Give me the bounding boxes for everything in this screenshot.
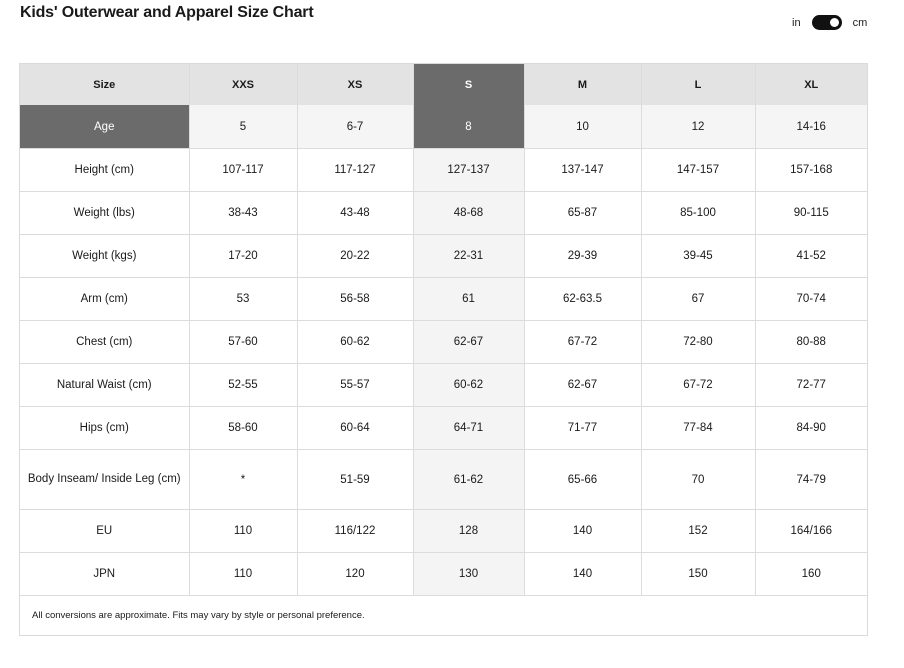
age-row xyxy=(20,105,867,149)
table-cell: 74-79 xyxy=(755,450,867,510)
table-cell: 147-157 xyxy=(641,149,755,192)
table-cell: 110 xyxy=(189,510,297,553)
table-cell: 116/122 xyxy=(297,510,413,553)
table-cell: 51-59 xyxy=(297,450,413,510)
age-cell: 5 xyxy=(189,105,297,149)
table-cell: 70 xyxy=(641,450,755,510)
row-label: Height (cm) xyxy=(20,149,189,192)
table-cell: 140 xyxy=(524,553,641,596)
row-label: Arm (cm) xyxy=(20,278,189,321)
age-cell-selected: 8 xyxy=(413,105,524,149)
table-cell-selected: 130 xyxy=(413,553,524,596)
table-cell: 65-87 xyxy=(524,192,641,235)
table-cell: 71-77 xyxy=(524,407,641,450)
table-row xyxy=(20,364,867,407)
table-row xyxy=(20,510,867,553)
table-cell: 110 xyxy=(189,553,297,596)
table-cell: 72-77 xyxy=(755,364,867,407)
table-cell: 77-84 xyxy=(641,407,755,450)
size-column-header[interactable]: XXS xyxy=(189,64,297,105)
table-cell: 57-60 xyxy=(189,321,297,364)
table-cell: 43-48 xyxy=(297,192,413,235)
table-cell: 120 xyxy=(297,553,413,596)
table-row xyxy=(20,321,867,364)
size-table xyxy=(20,64,867,595)
table-cell: 55-57 xyxy=(297,364,413,407)
table-cell: 67-72 xyxy=(524,321,641,364)
table-row xyxy=(20,235,867,278)
table-cell: 80-88 xyxy=(755,321,867,364)
table-cell: 62-67 xyxy=(524,364,641,407)
row-label: Weight (lbs) xyxy=(20,192,189,235)
table-row xyxy=(20,192,867,235)
table-cell: 52-55 xyxy=(189,364,297,407)
table-cell-selected: 60-62 xyxy=(413,364,524,407)
size-column-header[interactable]: M xyxy=(524,64,641,105)
age-cell: 6-7 xyxy=(297,105,413,149)
unit-switch[interactable] xyxy=(812,15,842,30)
age-cell: 14-16 xyxy=(755,105,867,149)
table-row xyxy=(20,407,867,450)
table-cell: 41-52 xyxy=(755,235,867,278)
row-label: Chest (cm) xyxy=(20,321,189,364)
size-column-header[interactable]: XL xyxy=(755,64,867,105)
size-header-label: Size xyxy=(20,64,189,105)
table-cell-selected: 64-71 xyxy=(413,407,524,450)
table-cell-selected: 127-137 xyxy=(413,149,524,192)
table-cell: 60-64 xyxy=(297,407,413,450)
table-cell: 107-117 xyxy=(189,149,297,192)
age-cell: 12 xyxy=(641,105,755,149)
table-cell: 67 xyxy=(641,278,755,321)
age-cell: 10 xyxy=(524,105,641,149)
size-chart xyxy=(19,63,868,636)
table-cell-selected: 61 xyxy=(413,278,524,321)
table-cell: 152 xyxy=(641,510,755,553)
age-row-label: Age xyxy=(20,105,189,149)
table-cell-selected: 48-68 xyxy=(413,192,524,235)
table-cell: 70-74 xyxy=(755,278,867,321)
switch-knob xyxy=(830,18,839,27)
table-cell: 65-66 xyxy=(524,450,641,510)
table-cell: 90-115 xyxy=(755,192,867,235)
table-cell: 39-45 xyxy=(641,235,755,278)
table-cell: 117-127 xyxy=(297,149,413,192)
size-column-header-selected[interactable]: S xyxy=(413,64,524,105)
table-cell: 53 xyxy=(189,278,297,321)
table-cell: 85-100 xyxy=(641,192,755,235)
table-cell-selected: 128 xyxy=(413,510,524,553)
row-label: EU xyxy=(20,510,189,553)
size-column-header[interactable]: L xyxy=(641,64,755,105)
table-cell-selected: 22-31 xyxy=(413,235,524,278)
page-title: Kids' Outerwear and Apparel Size Chart xyxy=(20,4,314,21)
table-cell: 84-90 xyxy=(755,407,867,450)
table-cell: 56-58 xyxy=(297,278,413,321)
table-cell-selected: 62-67 xyxy=(413,321,524,364)
table-cell: 38-43 xyxy=(189,192,297,235)
table-cell: 29-39 xyxy=(524,235,641,278)
table-row xyxy=(20,553,867,596)
table-cell: * xyxy=(189,450,297,510)
table-cell: 20-22 xyxy=(297,235,413,278)
table-cell: 17-20 xyxy=(189,235,297,278)
row-label: JPN xyxy=(20,553,189,596)
table-cell: 67-72 xyxy=(641,364,755,407)
table-cell: 60-62 xyxy=(297,321,413,364)
table-row xyxy=(20,278,867,321)
unit-label-in[interactable]: in xyxy=(792,16,801,29)
table-cell: 160 xyxy=(755,553,867,596)
table-row xyxy=(20,149,867,192)
row-label: Hips (cm) xyxy=(20,407,189,450)
row-label: Natural Waist (cm) xyxy=(20,364,189,407)
table-cell: 72-80 xyxy=(641,321,755,364)
table-cell: 164/166 xyxy=(755,510,867,553)
table-cell: 62-63.5 xyxy=(524,278,641,321)
table-cell: 140 xyxy=(524,510,641,553)
table-cell: 137-147 xyxy=(524,149,641,192)
unit-toggle xyxy=(792,15,867,30)
disclaimer-note: All conversions are approximate. Fits may vary by style or personal preference. xyxy=(20,595,867,635)
table-cell: 150 xyxy=(641,553,755,596)
unit-label-cm[interactable]: cm xyxy=(852,16,868,29)
row-label: Weight (kgs) xyxy=(20,235,189,278)
size-column-header[interactable]: XS xyxy=(297,64,413,105)
table-cell-selected: 61-62 xyxy=(413,450,524,510)
table-cell: 157-168 xyxy=(755,149,867,192)
table-row xyxy=(20,450,867,510)
table-cell: 58-60 xyxy=(189,407,297,450)
size-header-row xyxy=(20,64,867,105)
row-label: Body Inseam/ Inside Leg (cm) xyxy=(20,450,189,510)
